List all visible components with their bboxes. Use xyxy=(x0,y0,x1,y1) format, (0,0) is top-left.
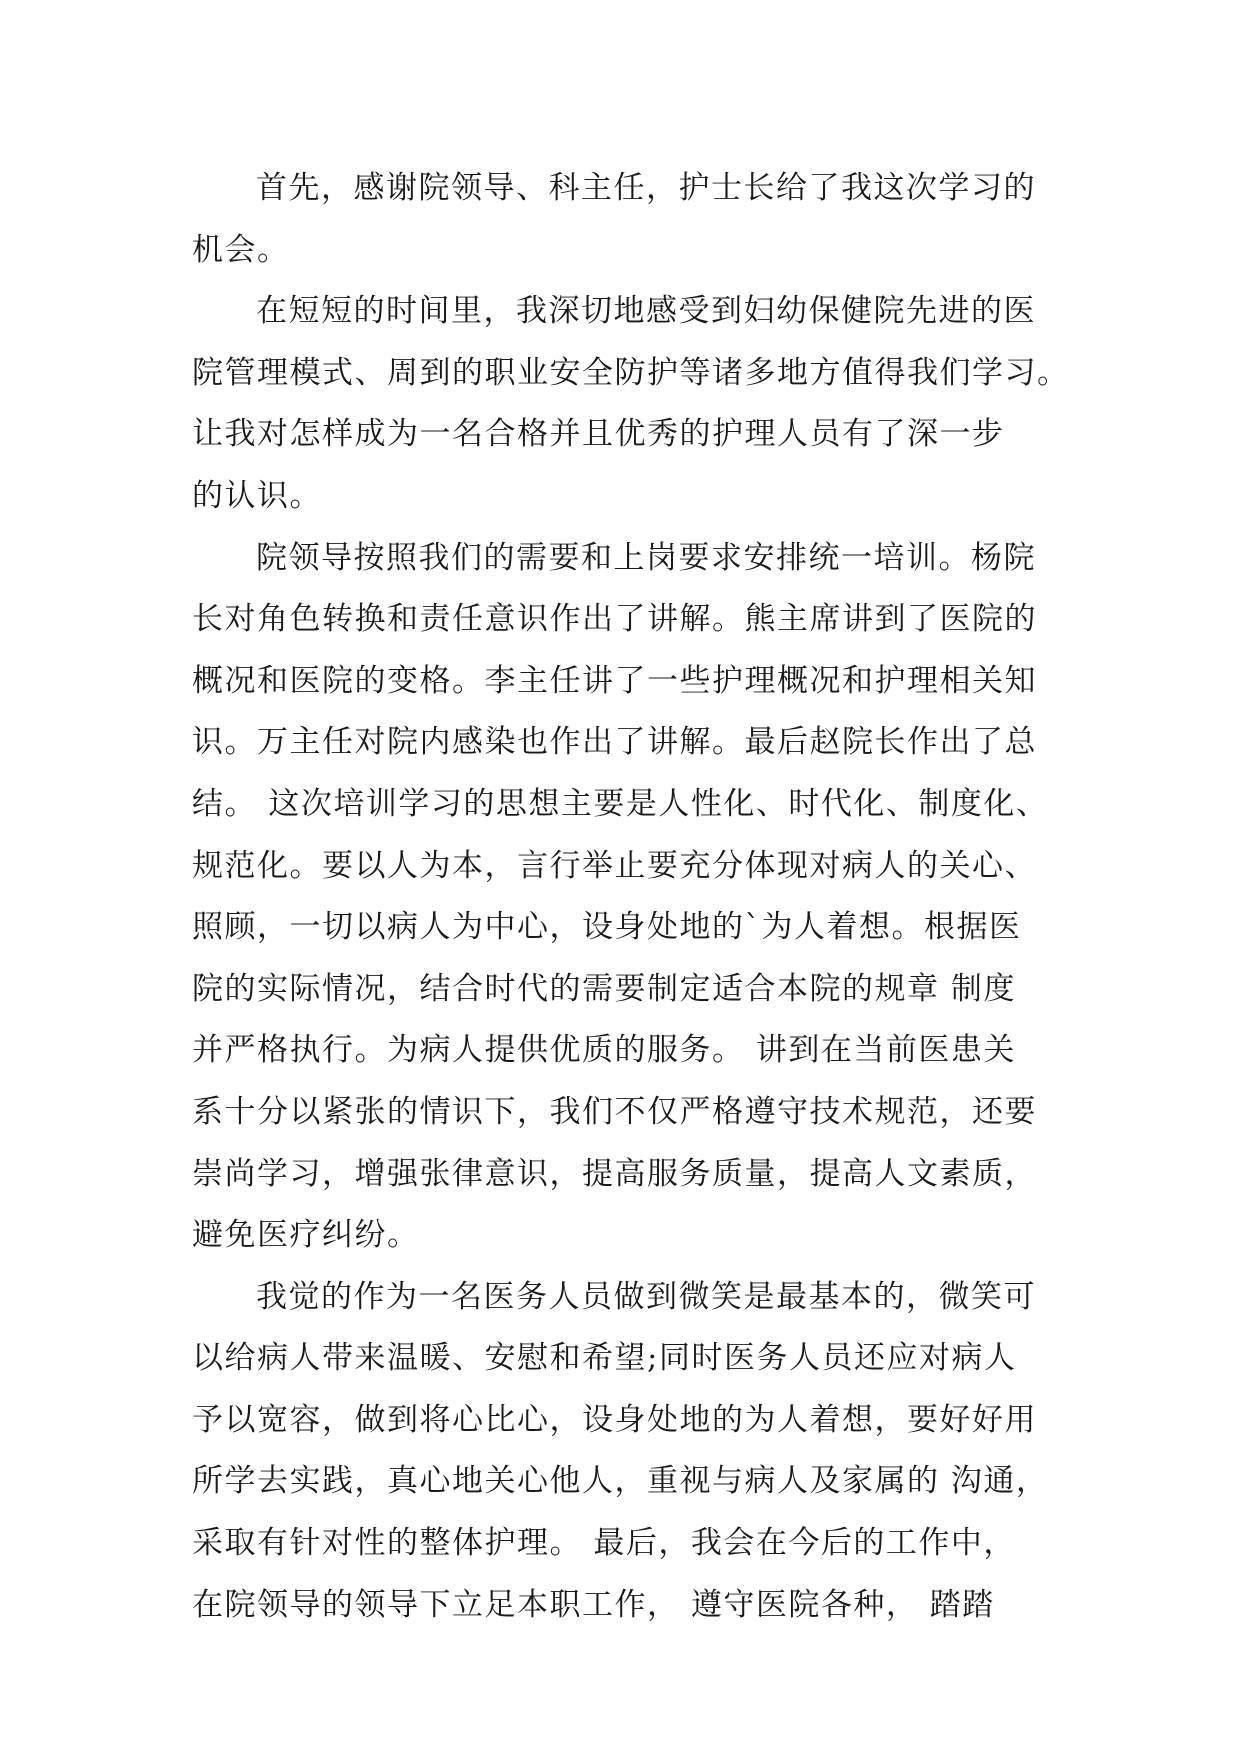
text-line: 在院领导的领导下立足本职工作， 遵守医院各种， 踏踏 xyxy=(192,1586,995,1623)
text-line: 院管理模式、周到的职业安全防护等诸多地方值得我们学习。 xyxy=(192,354,1070,391)
text-line: 长对角色转换和责任意识作出了讲解。熊主席讲到了医院的 xyxy=(192,601,1037,638)
paragraph-2 xyxy=(192,281,1072,527)
text-line: 所学去实践，真心地关心他人，重视与病人及家属的 沟通， xyxy=(192,1463,1049,1500)
text-line: 采取有针对性的整体护理。 最后，我会在今后的工作中， xyxy=(192,1525,1016,1562)
paragraph-1 xyxy=(192,158,1072,281)
text-line: 避免医疗纠纷。 xyxy=(192,1217,420,1254)
text-line: 我觉的作为一名医务人员做到微笑是最基本的，微笑可 xyxy=(256,1278,1036,1315)
text-line: 的认识。 xyxy=(192,477,322,514)
text-line: 概况和医院的变格。李主任讲了一些护理概况和护理相关知 xyxy=(192,662,1037,699)
paragraph-3 xyxy=(192,528,1072,1267)
text-line: 院领导按照我们的需要和上岗要求安排统一培训。杨院 xyxy=(256,539,1036,576)
text-line: 予以宽容，做到将心比心，设身处地的为人着想，要好好用 xyxy=(192,1401,1037,1438)
text-line: 机会。 xyxy=(192,231,290,268)
paragraph-4 xyxy=(192,1267,1072,1637)
text-line: 系十分以紧张的情识下，我们不仅严格遵守技术规范，还要 xyxy=(192,1093,1037,1130)
text-line: 院的实际情况，结合时代的需要制定适合本院的规章 制度 xyxy=(192,970,1016,1007)
text-line: 让我对怎样成为一名合格并且优秀的护理人员有了深一步 xyxy=(192,416,1005,453)
text-line: 在短短的时间里，我深切地感受到妇幼保健院先进的医 xyxy=(256,293,1036,330)
text-line: 首先，感谢院领导、科主任，护士长给了我这次学习的 xyxy=(256,170,1036,206)
text-line: 结。 这次培训学习的思想主要是人性化、时代化、制度化、 xyxy=(192,785,1049,822)
text-line: 崇尚学习，增强张律意识，提高服务质量，提高人文素质， xyxy=(192,1155,1037,1192)
body-text xyxy=(192,158,1072,1636)
text-line: 识。万主任对院内感染也作出了讲解。最后赵院长作出了总 xyxy=(192,724,1037,761)
text-line: 规范化。要以人为本，言行举止要充分体现对病人的关心、 xyxy=(192,847,1037,884)
text-line: 以给病人带来温暖、安慰和希望;同时医务人员还应对病人 xyxy=(192,1340,1017,1377)
text-line: 并严格执行。为病人提供优质的服务。 讲到在当前医患关 xyxy=(192,1032,1016,1069)
text-line: 照顾，一切以病人为中心，设身处地的`为人着想。根据医 xyxy=(192,909,1022,946)
